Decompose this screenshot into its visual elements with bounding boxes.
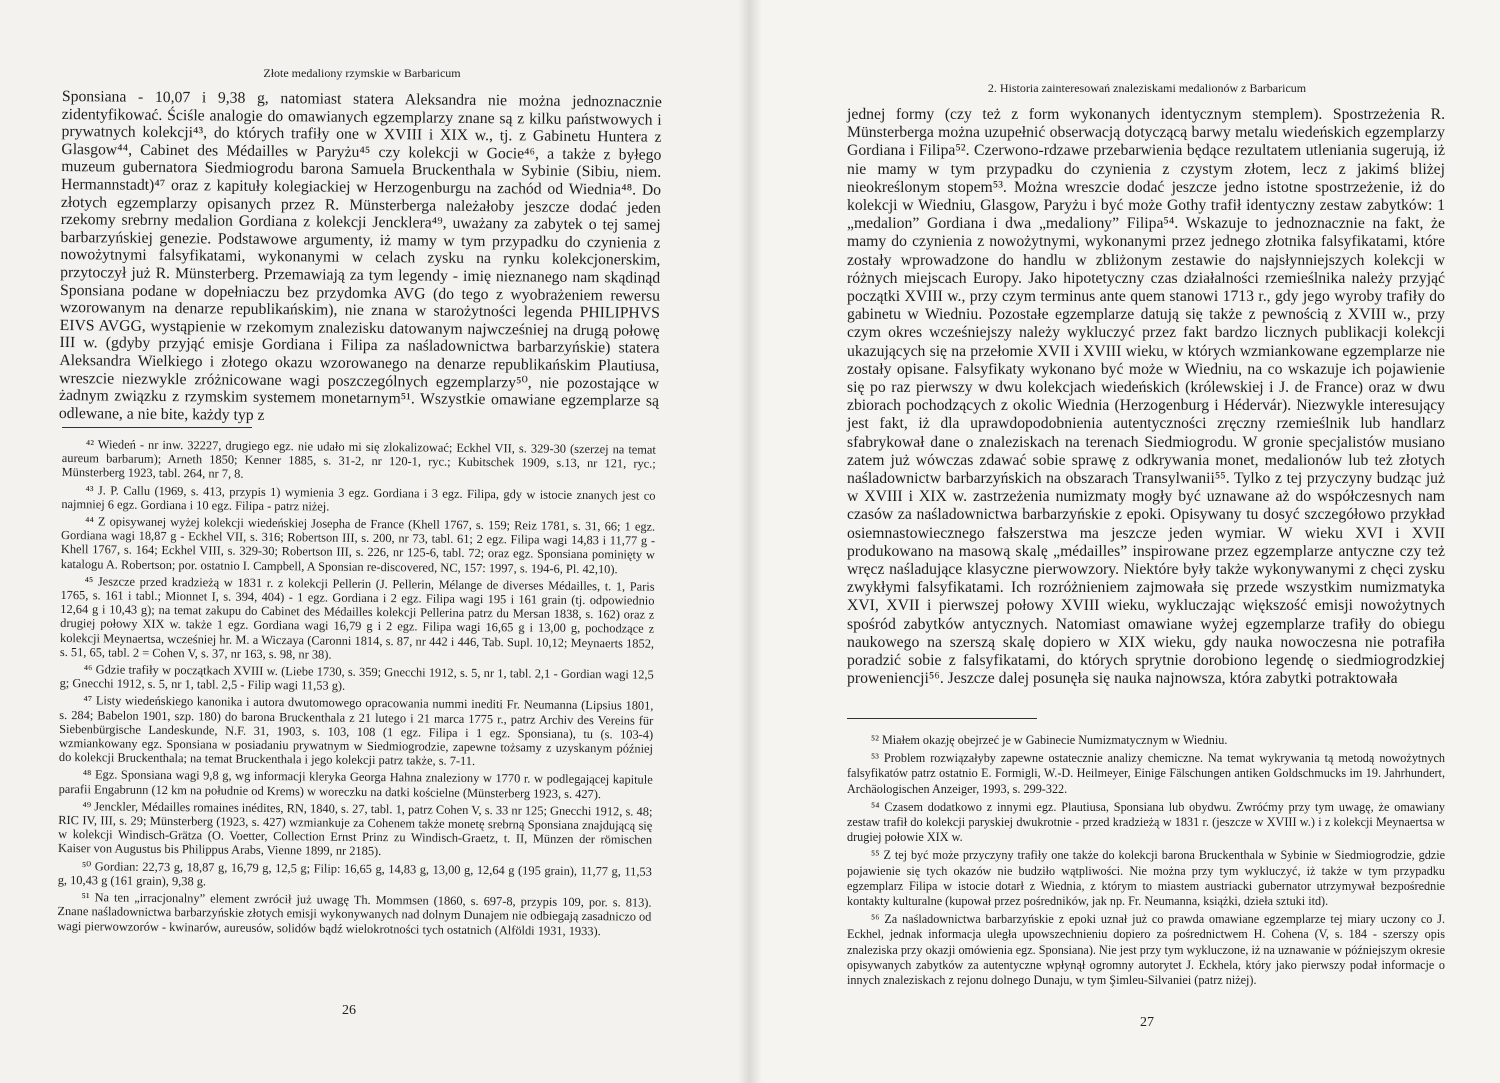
footnote-46: ⁴⁶ Gdzie trafiły w początkach XVIII w. (Liebe 1730, s. 359; Gnecchi 1912, s. 5, nr 1, tabl. 2,1 - Gordian wagi 12,5 g; Gnecchi 1912, s. 5, nr 1, tabl. 2,5 - Filip wagi 11,53 g). (59, 662, 654, 693)
book-gutter (738, 0, 762, 1083)
footnote-50: ⁵⁰ Gordian: 22,73 g, 18,87 g, 16,79 g, 12,5 g; Filip: 16,65 g, 14,83 g, 13,00 g, 12,64 g (195 grain), 11,77 g, 11,53 g, 10,43 g (161 grain), 9,38 g. (57, 858, 652, 889)
body-paragraph: jednej formy (czy też z form wykonanych identycznym stemplem). Spostrzeżenia R. Münsterberga można uzupełnić obserwacją dotyczącą barwy metalu wiedeńskich egzemplarzy Gordiana i Filipa⁵². Czerwono-rdzawe przebarwienia będące rezultatem utleniania sugerują, iż nie mamy w tym przypadku do czynienia z czystym złotem, lecz z jakimś bliżej nieokreślonym stopem⁵³. Można wreszcie dodać jeszcze jedno istotne spostrzeżenie, iż do kolekcji w Wiedniu, Glasgow, Paryżu i być może Gothy trafił identyczny zestaw zabytków: 1 „medalion” Gordiana i dwa „medaliony” Filipa⁵⁴. Wskazuje to jednoznacznie na fakt, że mamy do czynienia z nowożytnymi, wykonanymi przez jednego złotnika falsyfikatami, które zostały wprowadzone do handlu w zbliżonym zestawie do najsłynniejszych kolekcji w różnych miejscach Europy. Jako hipotetyczny czas działalności rzemieślnika należy przyjąć początki XVIII w., przy czym terminus ante quem stanowi 1713 r., gdy jego wyroby trafiły do gabinetu w Wiedniu. Pozostałe egzemplarze datują się także z pewnością z XVIII w., przy czym okres wcześniejszy należy wykluczyć przez fakt bardzo licznych publikacji kolekcji ukazujących się na przełomie XVII i XVIII wieku, w których wzmiankowane egzemplarze nie zostały opisane. Falsyfikaty wykonano być może w Wiedniu, na co wskazuje ich pojawienie się po raz pierwszy w dwu kolekcjach wiedeńskich (królewskiej i J. de France) oraz w dwu zbiorach pochodzących z okolic Wiednia (Herzogenburg i Hédervár). Niezwykle interesujący jest fakt, iż dla uprawdopodobnienia autentyczności zręczny rzemieślnik lub handlarz sfabrykował dane o znaleziskach na terenach Siedmiogrodu. W gronie specjalistów musiano zatem już wówczas zdawać sobie sprawę z odkrywania monet, medalionów lub też złotych naśladownictw barbarzyńskich na obszarach Transylwanii⁵⁵. Tylko z tej przyczyny budząc już w XVIII i XIX w. zastrzeżenia numizmaty mogły być uznawane aż do współczesnych nam czasów za naśladownictwa barbarzyńskie z epoki. Opisywany tu dosyć szczegółowo przykład osiemnastowiecznego fałszerstwa ma jeszcze jeden wymiar. W wieku XVI i XVII produkowano na masową skalę „médailles” inspirowane przez egzemplarze antyczne czy też wręcz naśladujące klasyczne pierwowzory. Niektóre były także wykonywanymi z chęci zysku zwykłymi falsyfikatami. Ich rozróżnieniem zajmowała się przede wszystkim numizmatyka XVI, XVII i pierwszej połowy XVIII wieku, wykluczając większość emisji nowożytnych spośród zabytków antycznych. Natomiast omawiane wyżej egzemplarze trafiły do obiegu naukowego na szerszą skalę dopiero w XIX wieku, gdy nauka nowoczesna nie potrafiła poradzić sobie z falsyfikatami, do których sprytnie dorobiono legendę o siedmiogrodzkiej proweniencji⁵⁶. Jeszcze dalej posunęła się nauka najnowsza, która zabytki potraktowała (847, 106, 1445, 688)
footnote-51: ⁵¹ Na ten „irracjonalny” element zwrócił już uwagę Th. Mommsen (1860, s. 697-8, przypis 109, por. s. 813). Znane naśladownictwa barbarzyńskie złotych emisji wykonywanych nad dolnym Dunajem nie odbiegają zasadniczo od wagi pierwowzorów - kwinarów, aureusów, solidów bądź wielokrotności tych ostatnich (Alföldi 1931, 1933). (57, 890, 652, 938)
footnote-separator (847, 718, 1037, 719)
right-page (750, 0, 1500, 1083)
body-paragraph: Sponsiana - 10,07 i 9,38 g, natomiast statera Aleksandra nie można jednoznacznie zidentyfikować. Ściśle analogie do omawianych egzemplarzy znane są z kilku państwowych i prywatnych kolekcji⁴³, do których trafiły one w XVIII i XIX w., tj. z Gabinetu Huntera z Glasgow⁴⁴, Cabinet des Médailles w Paryżu⁴⁵ czy kolekcji w Gocie⁴⁶, a także z byłego muzeum gubernatora Siedmiogrodu barona Samuela Bruckenthala w Sybinie (Sibiu, niem. Hermannstadt)⁴⁷ oraz z kapituły kolegiackiej w Herzogenburgu na zachód od Wiednia⁴⁸. Do złotych egzemplarzy opisanych przez R. Münsterberga należałoby jeszcze dodać jeden rzekomy srebrny medalion Gordiana z kolekcji Jencklera⁴⁹, uważany za zabytek o tej samej barbarzyńskiej genezie. Podstawowe argumenty, iż mamy w tym przypadku do czynienia z nowożytnymi falsyfikatami, wykonanymi w celach zysku na rynku kolekcjonerskim, przytoczył już R. Münsterberg. Przemawiają za tym legendy - imię nieznanego nam skądinąd Sponsiana podane w dopełniaczu bez przydomka AVG (do tego z wyobrażeniem rewersu wzorowanym na denarze republikańskim), nie znana w starożytności legenda PHILIPHVS EIVS AVGG, wystąpienie w rzekomym znalezisku datowanym najwcześniej na drugą połowę III w. (gdyby przyjąć emisje Gordiana i Filipa za naśladownictwa barbarzyńskie) statera Aleksandra Wielkiego i złotego okazu wzorowanego na denarze republikańskim Plautiusa, wreszcie niezwykle zróżnicowane wagi poszczególnych egzemplarzy⁵⁰, nie pozostające w żadnym związku z rzymskim systemem monetarnym⁵¹. Wszystkie omawiane egzemplarze są odlewane, a nie bite, każdy typ z (58, 88, 662, 424)
footnote-53: ⁵³ Problem rozwiązałyby zapewne ostatecznie analizy chemiczne. Na temat wykrywania tą metodą nowożytnych falsyfikatów patrz ostatnio E. Formigli, W.-D. Heilmeyer, Einige Fälschungen antiken Goldschmucks im 19. Jahrhundert, Archäologischen Anzeiger, 1993, s. 299-322. (847, 751, 1445, 796)
body-text-right (847, 106, 1445, 689)
running-head-right: 2. Historia zainteresowań znaleziskami medalionów z Barbaricum (987, 81, 1307, 95)
footnotes-right (847, 733, 1445, 991)
footnote-42: ⁴² Wiedeń - nr inw. 32227, drugiego egz. nie udało mi się zlokalizować; Eckhel VII, s. 329-30 (szerzej na temat aureum barbarum); Arneth 1850; Kenner 1885, s. 31-2, nr 120-1, ryc.; Kubitschek 1909, s.13, nr 121, ryc.; Münsterberg 1923, tabl. 264, nr 7, 8. (61, 437, 656, 482)
footnote-45: ⁴⁵ Jeszcze przed kradzieżą w 1831 r. z kolekcji Pellerin (J. Pellerin, Mélange de diverses Médailles, t. 1, Paris 1765, s. 161 i tabl.; Mionnet I, s. 394, 404) - 1 egz. Gordiana i 2 egz. Filipa wagi 195 i 161 grain (tj. odpowiednio 12,64 g i 10,43 g); na temat zakupu do Cabinet des Médailles kolekcji Pellerina patrz du Mersan 1838, s. 162) oraz z drugiej połowy XIX w. także 1 egz. Gordiana wagi 16,79 g i 2 egz. Filipa wagi 16,65 g i 13,00 g, pochodzące z kolekcji Meynaertsa, wcześniej hr. M. a Wiczaya (Caronni 1814, s. 87, nr 442 i 446, Tab. Supl. 10,12; Meynaerts 1852, s. 51, 65, tabl. 2 = Cohen V, s. 37, nr 163, s. 98, nr 38). (59, 574, 655, 662)
footnote-44: ⁴⁴ Z opisywanej wyżej kolekcji wiedeńskiej Josepha de France (Khell 1767, s. 159; Reiz 1781, s. 31, 66; 1 egz. Gordiana wagi 18,87 g - Eckhel VII, s. 316; Robertson III, s. 200, nr 73, tabl. 61; 2 egz. Filipa wagi 14,83 i 11,77 g - Khell 1767, s. 164; Eckhel VIII, s. 329-30; Robertson III, s. 226, nr 125-6, tabl. 72; oraz egz. Sponsiana pominięty w katalogu A. Robertson; por. ostatnio I. Campbell, A Sponsian re-discovered, NC, 157: 1997, s. 194-6, Pl. 42,10). (60, 514, 656, 576)
page-number-left: 26 (342, 1003, 356, 1018)
footnote-separator (62, 427, 252, 428)
footnote-56: ⁵⁶ Za naśladownictwa barbarzyńskie z epoki uznał już co prawda omawiane egzemplarze tej miary uczony co J. Eckhel, jednak informacja uległa upowszechnieniu dopiero za pośrednictwem H. Cohena (V, s. 184 - szerszy opis znaleziska przy okazji omówienia egz. Sponsiana). Nie jest przy tym wykluczone, iż na uznawanie w późniejszym okresie opisywanych zabytków za autentyczne wpłynął ogromny autorytet J. Eckhela, który jako pierwszy podał informacje o innych znaleziskach z rejonu dolnego Dunaju, w tym Şimleu-Silvaniei (patrz niżej). (847, 912, 1445, 988)
running-head-left: Złote medaliony rzymskie w Barbaricum (263, 66, 461, 80)
body-text-left (59, 88, 662, 428)
footnote-48: ⁴⁸ Egz. Sponsiana wagi 9,8 g, wg informacji kleryka Georga Hahna znaleziony w 1770 r. w podlegającej kapitule parafii Engabrunn (12 km na południe od Krems) w woreczku na datki kościelne (Münsterberg 1923, s. 427). (58, 767, 653, 801)
footnote-54: ⁵⁴ Czasem dodatkowo z innymi egz. Plautiusa, Sponsiana lub obydwu. Zwróćmy przy tym uwagę, że omawiany zestaw trafił do kolekcji paryskiej dwukrotnie - przed kradzieżą w 1831 r. (jeszcze w XVIII w.) i z kolekcji Meynaertsa w drugiej połowie XIX w. (847, 799, 1445, 845)
footnote-52: ⁵² Miałem okazję obejrzeć je w Gabinecie Numizmatycznym w Wiedniu. (871, 733, 1228, 747)
footnote-49: ⁴⁹ Jenckler, Médailles romaines inédites, RN, 1840, s. 27, tabl. 1, patrz Cohen V, s. 33 nr 125; Gnecchi 1912, s. 48; RIC IV, III, s. 29; Münsterberg (1923, s. 427) wzmiankuje za Cohenem także monetę srebrną Sponsiana znajdującą się w kolekcji Windisch-Grätza (O. Voetter, Collection Ernst Prinz zu Windisch-Graetz, t. II, Münzen der römischen Kaiser von Augustus bis Philippus Arabs, Vienne 1899, nr 2185). (57, 799, 653, 859)
footnote-55: ⁵⁵ Z tej być może przyczyny trafiły one także do kolekcji barona Bruckenthala w Sybinie w Siedmiogrodzie, gdzie pojawienie się tych okazów nie budziło wątpliwości. Nie można przy tym wykluczyć, iż także w tym przypadku egzemplarz Filipa w istocie dotarł z Wiednia, z którym to miastem austriacki gubernator utrzymywał bezpośrednie kontakty kulturalne (kupował przez pośredników, jak np. Fr. Neumanna, książki, dzieła sztuki itd). (847, 848, 1445, 909)
footnote-43: ⁴³ J. P. Callu (1969, s. 413, przypis 1) wymienia 3 egz. Gordiana i 3 egz. Filipa, gdy w istocie znanych jest co najmniej 6 egz. Gordiana i 10 egz. Filipa - patrz niżej. (61, 482, 656, 514)
page-number-right: 27 (1140, 1015, 1154, 1030)
footnotes-left (57, 437, 656, 941)
footnote-47: ⁴⁷ Listy wiedeńskiego kanonika i autora dwutomowego opracowania nummi inediti Fr. Neumanna (Lipsius 1801, s. 284; Babelon 1901, szp. 180) do barona Bruckenthala z 21 lutego i 21 marca 1775 r., patrz Archiv des Vereins für Siebenbürgische Landeskunde, N.F. 31, 1903, s. 103, 108 (1 egz. Filipa i 1 egz. Sponsiana), tu (s. 103-4) wzmiankowany egz. Sponsiana w posiadaniu prywatnym w Siedmiogrodzie, zapewne tożsamy z uzyskanym później do kolekcji Bruckenthala; na temat Bruckenthala i jego kolekcji patrz także, s. 7-11. (58, 693, 654, 769)
